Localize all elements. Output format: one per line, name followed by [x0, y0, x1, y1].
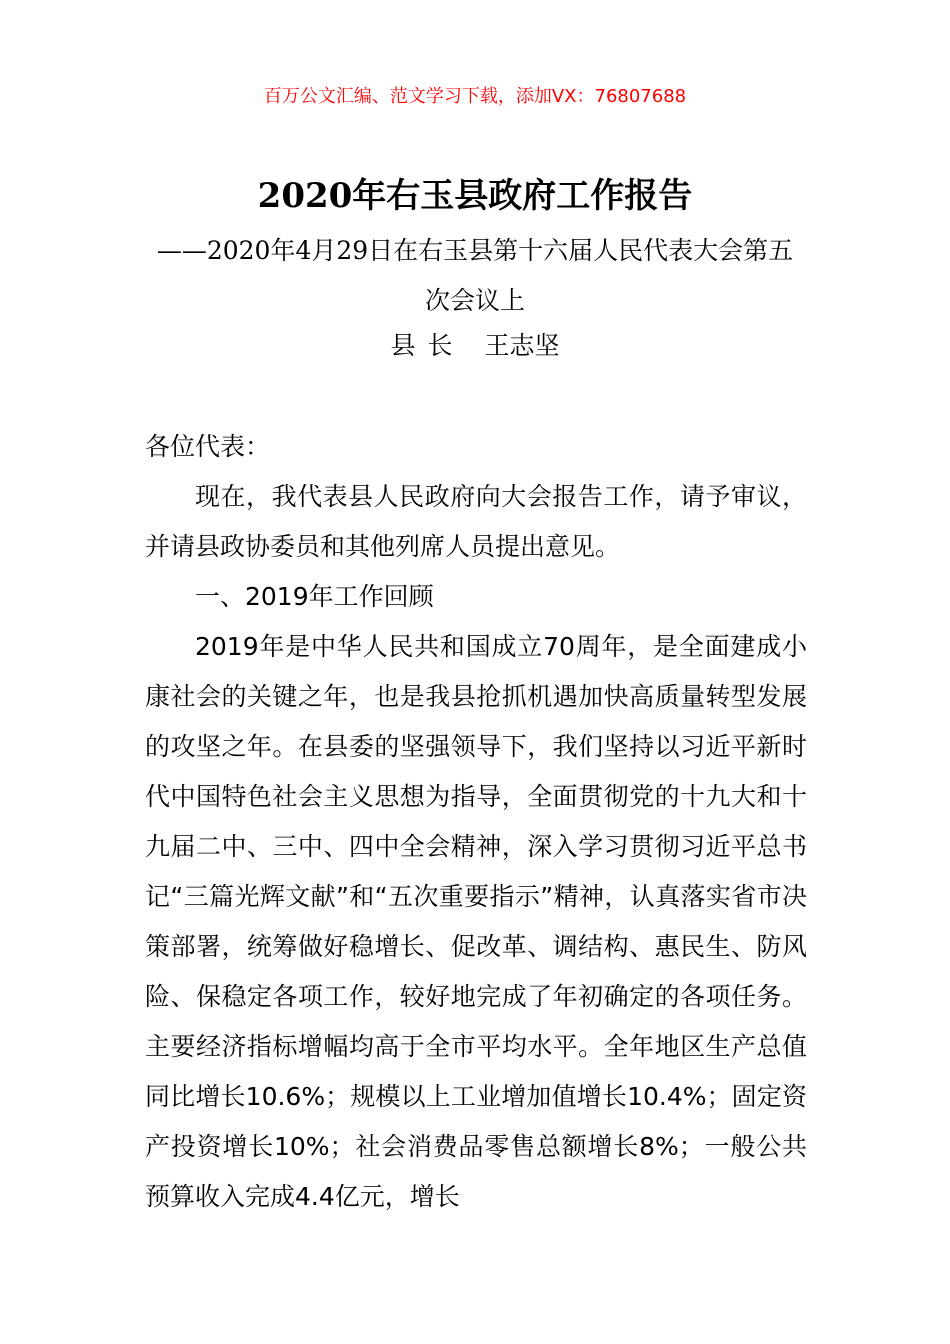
salutation: 各位代表： [145, 432, 271, 461]
intro-paragraph: 现在，我代表县人民政府向大会报告工作，请予审议，并请县政协委员和其他列席人员提出意见。 [145, 482, 807, 561]
document-body [145, 422, 807, 1222]
document-subtitle: ——2020年4月29日在右玉县第十六届人民代表大会第五次会议上 [156, 236, 794, 315]
author-name: 王志坚 [484, 331, 560, 360]
document-title: 2020年右玉县政府工作报告 [257, 176, 693, 216]
author-role: 县长 [390, 331, 465, 360]
review-paragraph: 2019年是中华人民共和国成立70周年，是全面建成小康社会的关键之年，也是我县抢抓机遇加快高质量转型发展的攻坚之年。在县委的坚强领导下，我们坚持以习近平新时代中国特色社会主义思想为指导，全面贯彻党的十九大和十九届二中、三中、四中全会精神，深入学习贯彻习近平总书记“三篇光辉文献”和“五次重要指示”精神，认真落实省市决策部署，统筹做好稳增长、促改革、调结构、惠民生、防风险、保稳定各项工作，较好地完成了年初确定的各项任务。主要经济指标增幅均高于全市平均水平。全年地区生产总值同比增长10.6%；规模以上工业增加值增长10.4%；固定资产投资增长10%；社会消费品零售总额增长8%；一般公共预算收入完成4.4亿元，增长 [145, 632, 807, 1211]
section-heading: 一、2019年工作回顾 [195, 582, 434, 611]
author-line [0, 324, 950, 368]
header-watermark-note: 百万公文汇编、范文学习下载，添加VX：76807688 [263, 86, 687, 107]
